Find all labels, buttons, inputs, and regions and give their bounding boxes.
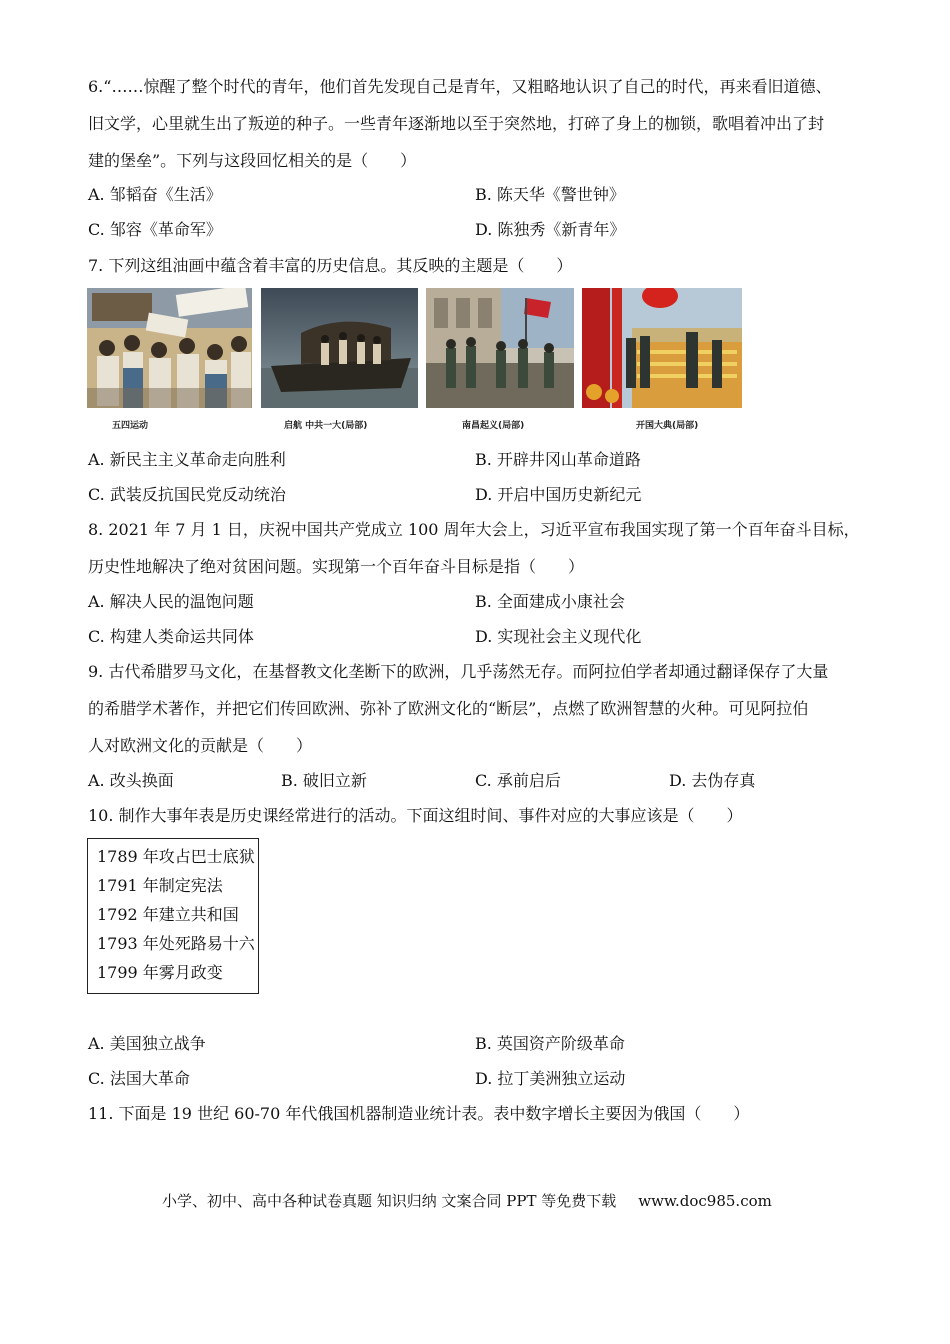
q8-option-b: B. 全面建成小康社会	[475, 592, 625, 611]
chronology-table	[87, 838, 259, 994]
q10-option-b: B. 英国资产阶级革命	[475, 1034, 625, 1053]
q8-stem-line1: 8. 2021 年 7 月 1 日，庆祝中国共产党成立 100 周年大会上，习近平宣布我国实现了第一个百年奋斗目标，	[88, 520, 860, 539]
q9-stem-line2: 的希腊学术著作，并把它们传回欧洲、弥补了欧洲文化的“断层”，点燃了欧洲智慧的火种。可见阿拉伯	[88, 699, 809, 718]
chronology-row: 1789 年攻占巴士底狱	[97, 847, 255, 866]
q8-option-a: A. 解决人民的温饱问题	[88, 592, 254, 611]
q6-option-a: A. 邹韬奋《生活》	[88, 185, 222, 204]
caption-may-fourth: 五四运动	[112, 421, 149, 431]
caption-founding-ceremony: 开国大典(局部)	[636, 421, 699, 431]
footer-text: 小学、初中、高中各种试卷真题 知识归纳 文案合同 PPT 等免费下载	[162, 1192, 617, 1210]
q8-option-c: C. 构建人类命运共同体	[88, 627, 254, 646]
q9-option-d: D. 去伪存真	[669, 771, 756, 790]
q6-stem-line1: 6.“……惊醒了整个时代的青年，他们首先发现自己是青年，又粗略地认识了自己的时代，再来看旧道德、	[88, 77, 832, 96]
chronology-row: 1799 年雾月政变	[97, 963, 223, 982]
q6-option-d: D. 陈独秀《新青年》	[475, 220, 626, 239]
footer-url[interactable]: www.doc985.com	[638, 1192, 772, 1210]
painting-nanchang-uprising	[426, 288, 574, 408]
caption-nanchang: 南昌起义(局部)	[462, 421, 525, 431]
q7-option-c: C. 武装反抗国民党反动统治	[88, 485, 286, 504]
q6-option-b: B. 陈天华《警世钟》	[475, 185, 625, 204]
caption-first-congress: 启航 中共一大(局部)	[284, 421, 368, 431]
q9-option-c: C. 承前启后	[475, 771, 561, 790]
q10-option-d: D. 拉丁美洲独立运动	[475, 1069, 626, 1088]
q6-stem-line2: 旧文学，心里就生出了叛逆的种子。一些青年逐渐地以至于突然地，打碎了身上的枷锁，歌唱着冲出了封	[88, 114, 825, 133]
q6-option-c: C. 邹容《革命军》	[88, 220, 222, 239]
q7-option-b: B. 开辟井冈山革命道路	[475, 450, 641, 469]
q9-option-a: A. 改头换面	[88, 771, 174, 790]
q10-stem-line1: 10. 制作大事年表是历史课经常进行的活动。下面这组时间、事件对应的大事应该是（ ）	[88, 806, 743, 825]
q9-option-b: B. 破旧立新	[281, 771, 367, 790]
painting-founding-ceremony	[582, 288, 742, 408]
q11-stem-line1: 11. 下面是 19 世纪 60-70 年代俄国机器制造业统计表。表中数字增长主要因为俄国（ ）	[88, 1104, 750, 1123]
q7-option-d: D. 开启中国历史新纪元	[475, 485, 642, 504]
q10-option-a: A. 美国独立战争	[88, 1034, 206, 1053]
q9-stem-line3: 人对欧洲文化的贡献是（ ）	[88, 736, 313, 755]
chronology-row: 1792 年建立共和国	[97, 905, 239, 924]
painting-first-congress-boat	[261, 288, 418, 408]
painting-may-fourth	[87, 288, 252, 408]
q7-option-a: A. 新民主主义革命走向胜利	[88, 450, 286, 469]
q8-stem-line2: 历史性地解决了绝对贫困问题。实现第一个百年奋斗目标是指（ ）	[88, 557, 585, 576]
chronology-row: 1793 年处死路易十六	[97, 934, 255, 953]
q10-option-c: C. 法国大革命	[88, 1069, 190, 1088]
q7-stem-line1: 7. 下列这组油画中蕴含着丰富的历史信息。其反映的主题是（ ）	[88, 256, 573, 275]
q8-option-d: D. 实现社会主义现代化	[475, 627, 642, 646]
q9-stem-line1: 9. 古代希腊罗马文化，在基督教文化垄断下的欧洲，几乎荡然无存。而阿拉伯学者却通过翻译保存了大量	[88, 662, 829, 681]
chronology-row: 1791 年制定宪法	[97, 876, 223, 895]
page-footer	[162, 1190, 772, 1211]
q6-stem-line3: 建的堡垒”。下列与这段回忆相关的是（ ）	[88, 151, 417, 170]
